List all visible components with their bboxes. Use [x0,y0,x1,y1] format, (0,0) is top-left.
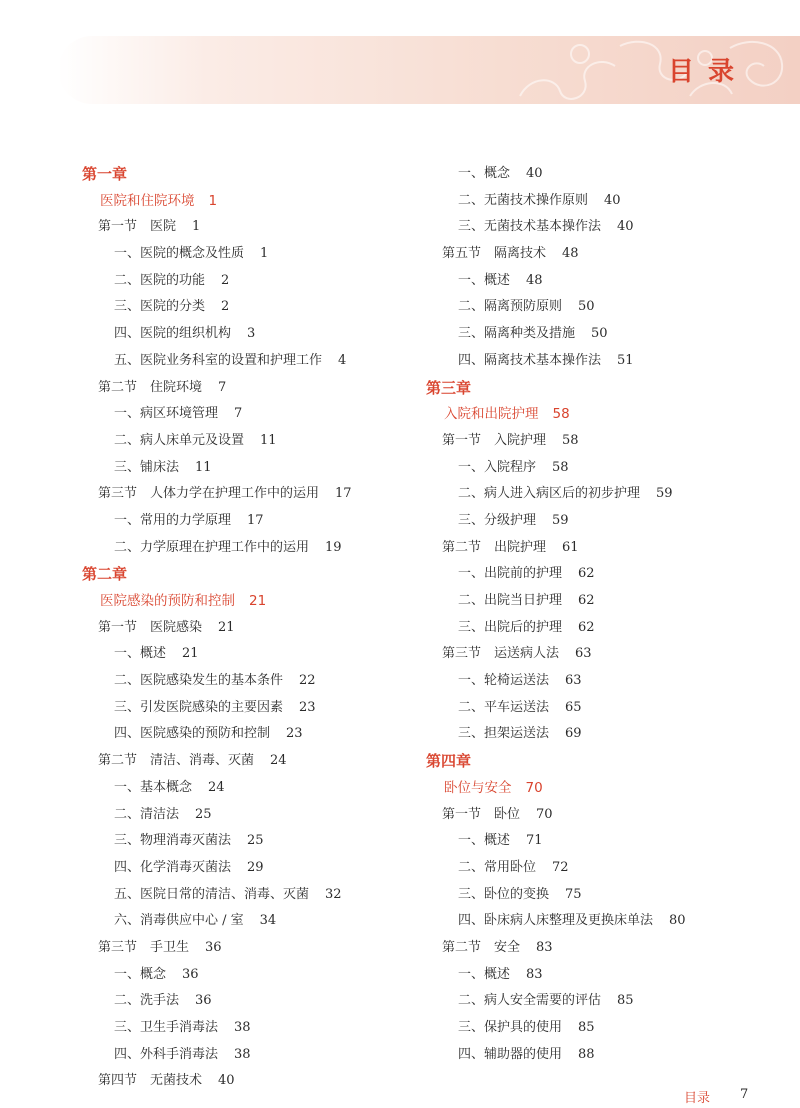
toc-entry-page: 23 [299,699,316,715]
toc-entry-page: 1 [260,246,269,262]
toc-sub-entry [82,988,427,1015]
toc-entry-text: 五、医院业务科室的设置和护理工作 [114,352,323,368]
toc-entry-text: 二、力学原理在护理工作中的运用 [114,539,310,555]
toc-entry-page: 50 [591,326,608,342]
toc-entry-page: 40 [218,1073,235,1089]
toc-entry-page: 11 [195,459,212,475]
toc-entry-text: 三、无菌技术基本操作法 [458,219,602,235]
toc-entry-page: 4 [338,352,347,368]
toc-entry-text: 一、常用的力学原理 [114,512,232,528]
toc-entry-text: 二、医院的功能 [114,272,206,288]
toc-entry-text: 三、出院后的护理 [458,619,563,635]
toc-sub-entry [426,855,771,882]
toc-section-entry [426,241,771,268]
toc-sub-entry [426,508,771,535]
toc-sub-entry [426,455,771,482]
toc-right-column [426,161,771,1068]
toc-title-entry [426,775,771,802]
toc-entry-text: 五、医院日常的清洁、消毒、灭菌 [114,886,310,902]
page-number: 7 [740,1087,749,1102]
toc-entry-text: 三、卧位的变换 [458,886,550,902]
toc-sub-entry [426,1015,771,1042]
toc-entry-text: 第一章 [82,165,128,183]
toc-entry-page: 70 [525,779,543,796]
toc-entry-text: 四、外科手消毒法 [114,1046,219,1062]
toc-entry-text: 入院和出院护理 [444,406,539,423]
toc-entry-text: 二、无菌技术操作原则 [458,192,589,208]
toc-entry-text: 第三章 [426,378,472,397]
toc-entry-page: 85 [578,1020,595,1035]
toc-sub-entry [82,348,427,375]
toc-entry-page: 2 [221,272,230,288]
toc-entry-text: 三、分级护理 [458,512,537,528]
toc-entry-page: 63 [565,673,582,689]
toc-entry-page: 62 [578,619,595,635]
toc-entry-text: 第二节 清洁、消毒、灭菌 [98,753,255,769]
toc-sub-entry [82,241,427,268]
toc-entry-page: 24 [270,753,287,769]
toc-sub-entry [426,721,771,748]
toc-sub-entry [82,775,427,802]
toc-section-entry [82,748,427,775]
toc-section-entry [82,481,427,508]
toc-entry-page: 25 [247,833,264,849]
toc-entry-text: 三、担架运送法 [458,726,550,742]
toc-sub-entry [82,855,427,882]
toc-title-entry [426,401,771,428]
toc-entry-text: 第一节 入院护理 [442,432,547,448]
toc-entry-page: 3 [247,326,256,342]
toc-sub-entry [426,882,771,909]
toc-section-entry [82,615,427,642]
toc-sub-entry [426,214,771,241]
toc-sub-entry [82,508,427,535]
toc-entry-text: 卧位与安全 [444,779,512,796]
toc-chapter-entry [426,375,771,402]
toc-entry-page: 1 [208,192,218,209]
toc-entry-page: 19 [325,539,342,555]
toc-entry-text: 二、病人进入病区后的初步护理 [458,486,641,502]
toc-entry-page: 88 [578,1046,595,1062]
toc-entry-text: 四、隔离技术基本操作法 [458,352,602,368]
toc-chapter-entry [82,561,427,588]
toc-entry-text: 第一节 卧位 [442,806,521,822]
toc-entry-page: 22 [299,673,316,689]
toc-entry-page: 61 [562,539,579,555]
toc-sub-entry [82,721,427,748]
toc-entry-text: 三、物理消毒灭菌法 [114,833,232,849]
toc-entry-page: 50 [578,299,595,315]
toc-entry-text: 四、医院的组织机构 [114,326,232,342]
toc-entry-text: 一、病区环境管理 [114,406,219,422]
toc-entry-page: 2 [221,299,230,315]
toc-entry-text: 第一节 医院 [98,219,177,235]
toc-entry-page: 23 [286,726,303,742]
toc-entry-text: 二、病人床单元及设置 [114,432,245,448]
toc-sub-entry [426,188,771,215]
toc-sub-entry [426,668,771,695]
toc-sub-entry [82,268,427,295]
toc-entry-page: 83 [536,939,553,955]
toc-entry-text: 一、概述 [458,272,511,288]
toc-entry-page: 7 [218,379,227,395]
toc-sub-entry [426,348,771,375]
toc-sub-entry [82,882,427,909]
toc-entry-page: 70 [536,806,553,822]
toc-entry-page: 48 [526,272,543,288]
toc-entry-page: 62 [578,593,595,608]
toc-entry-text: 一、概述 [114,646,167,662]
toc-entry-page: 72 [552,859,569,875]
toc-entry-text: 一、概念 [114,966,167,982]
toc-entry-page: 62 [578,566,595,582]
toc-entry-page: 7 [234,406,243,422]
toc-sub-entry [426,268,771,295]
toc-entry-page: 80 [669,913,686,929]
toc-section-entry [82,1068,427,1095]
toc-entry-page: 36 [195,993,212,1009]
toc-entry-page: 29 [247,859,264,875]
toc-sub-entry [426,908,771,935]
toc-entry-text: 第一节 医院感染 [98,619,203,635]
toc-entry-page: 63 [575,646,592,662]
toc-chapter-entry [426,748,771,775]
toc-entry-page: 32 [325,886,342,902]
toc-section-entry [426,428,771,455]
toc-sub-entry [82,1015,427,1042]
toc-entry-page: 58 [562,432,579,448]
toc-entry-page: 36 [182,966,199,982]
toc-entry-text: 三、铺床法 [114,459,180,475]
toc-section-entry [426,935,771,962]
toc-left-column [82,161,427,1095]
toc-sub-entry [82,1042,427,1069]
toc-entry-text: 三、隔离种类及措施 [458,326,576,342]
toc-entry-text: 第二章 [82,565,128,584]
toc-sub-entry [82,802,427,829]
toc-entry-page: 83 [526,966,543,982]
toc-entry-page: 75 [565,886,582,902]
toc-entry-page: 38 [234,1020,251,1035]
toc-entry-text: 第二节 住院环境 [98,379,203,395]
toc-title-entry [82,188,427,215]
toc-section-entry [82,935,427,962]
toc-sub-entry [426,561,771,588]
toc-entry-page: 40 [604,192,621,208]
toc-entry-page: 17 [335,486,352,502]
toc-entry-text: 四、化学消毒灭菌法 [114,859,232,875]
header-banner [58,36,800,104]
toc-entry-page: 69 [565,726,582,742]
toc-entry-page: 11 [260,432,277,448]
toc-sub-entry [426,294,771,321]
toc-entry-text: 二、医院感染发生的基本条件 [114,673,284,689]
toc-entry-text: 第五节 隔离技术 [442,246,547,262]
toc-entry-page: 21 [218,619,235,635]
toc-entry-text: 第四章 [426,752,472,771]
toc-sub-entry [82,908,427,935]
toc-entry-page: 40 [526,166,543,181]
toc-sub-entry [82,294,427,321]
toc-entry-page: 25 [195,806,212,822]
page-title: 目录 [667,57,748,87]
toc-entry-text: 一、概述 [458,966,511,982]
toc-entry-text: 二、隔离预防原则 [458,299,563,315]
toc-entry-text: 二、出院当日护理 [458,593,563,608]
toc-sub-entry [82,401,427,428]
toc-entry-page: 40 [617,219,634,235]
toc-entry-page: 65 [565,699,582,715]
toc-entry-text: 一、概念 [458,166,511,181]
toc-entry-page: 58 [552,459,569,475]
toc-sub-entry [82,668,427,695]
toc-entry-text: 一、概述 [458,833,511,849]
toc-entry-text: 二、常用卧位 [458,859,537,875]
toc-entry-page: 59 [552,512,569,528]
toc-entry-page: 36 [205,939,222,955]
toc-entry-text: 二、平车运送法 [458,699,550,715]
toc-entry-text: 第三节 手卫生 [98,939,190,955]
toc-sub-entry [82,828,427,855]
toc-entry-page: 17 [247,512,264,528]
toc-sub-entry [426,828,771,855]
toc-entry-page: 24 [208,779,225,795]
toc-entry-page: 59 [656,486,673,502]
toc-entry-text: 第三节 人体力学在护理工作中的运用 [98,486,320,502]
toc-entry-text: 三、卫生手消毒法 [114,1020,219,1035]
toc-section-entry [426,641,771,668]
toc-entry-text: 第二节 出院护理 [442,539,547,555]
toc-sub-entry [82,428,427,455]
toc-sub-entry [82,962,427,989]
toc-sub-entry [426,615,771,642]
toc-sub-entry [82,455,427,482]
toc-entry-text: 二、洗手法 [114,993,180,1009]
toc-entry-text: 第二节 安全 [442,939,521,955]
toc-sub-entry [426,161,771,188]
toc-sub-entry [426,321,771,348]
toc-sub-entry [426,481,771,508]
toc-entry-text: 三、引发医院感染的主要因素 [114,699,284,715]
toc-entry-text: 四、卧床病人床整理及更换床单法 [458,913,654,929]
toc-entry-text: 一、医院的概念及性质 [114,246,245,262]
footer-label: 目录 [684,1091,711,1106]
toc-entry-text: 三、医院的分类 [114,299,206,315]
toc-entry-page: 38 [234,1046,251,1062]
toc-entry-text: 一、出院前的护理 [458,566,563,582]
toc-sub-entry [426,588,771,615]
toc-sub-entry [426,1042,771,1069]
toc-entry-page: 48 [562,246,579,262]
toc-entry-text: 一、基本概念 [114,779,193,795]
toc-section-entry [426,535,771,562]
toc-section-entry [82,214,427,241]
toc-sub-entry [82,695,427,722]
toc-sub-entry [426,988,771,1015]
toc-entry-text: 三、保护具的使用 [458,1020,563,1035]
toc-section-entry [82,375,427,402]
toc-entry-page: 51 [617,352,634,368]
toc-entry-page: 34 [259,913,277,929]
toc-entry-page: 21 [182,646,199,662]
toc-entry-page: 58 [552,406,570,423]
toc-entry-text: 医院感染的预防和控制 [100,593,235,609]
toc-sub-entry [426,962,771,989]
toc-section-entry [426,802,771,829]
cloud-pattern-icon [500,36,800,104]
toc-entry-page: 21 [249,593,267,609]
toc-entry-text: 一、轮椅运送法 [458,673,550,689]
toc-chapter-entry [82,161,427,188]
toc-entry-text: 第三节 运送病人法 [442,646,560,662]
toc-sub-entry [426,695,771,722]
toc-entry-page: 1 [192,219,201,235]
toc-entry-text: 一、入院程序 [458,459,537,475]
toc-sub-entry [82,641,427,668]
toc-entry-page: 85 [617,993,634,1009]
toc-entry-text: 六、消毒供应中心 / 室 [114,913,244,929]
toc-entry-text: 二、病人安全需要的评估 [458,993,602,1009]
toc-entry-text: 四、医院感染的预防和控制 [114,726,271,742]
toc-sub-entry [82,321,427,348]
toc-entry-text: 第四节 无菌技术 [98,1073,203,1089]
toc-entry-text: 二、清洁法 [114,806,180,822]
toc-entry-page: 71 [526,833,543,849]
toc-sub-entry [82,535,427,562]
toc-entry-text: 四、辅助器的使用 [458,1046,563,1062]
toc-title-entry [82,588,427,615]
toc-entry-text: 医院和住院环境 [100,192,195,209]
